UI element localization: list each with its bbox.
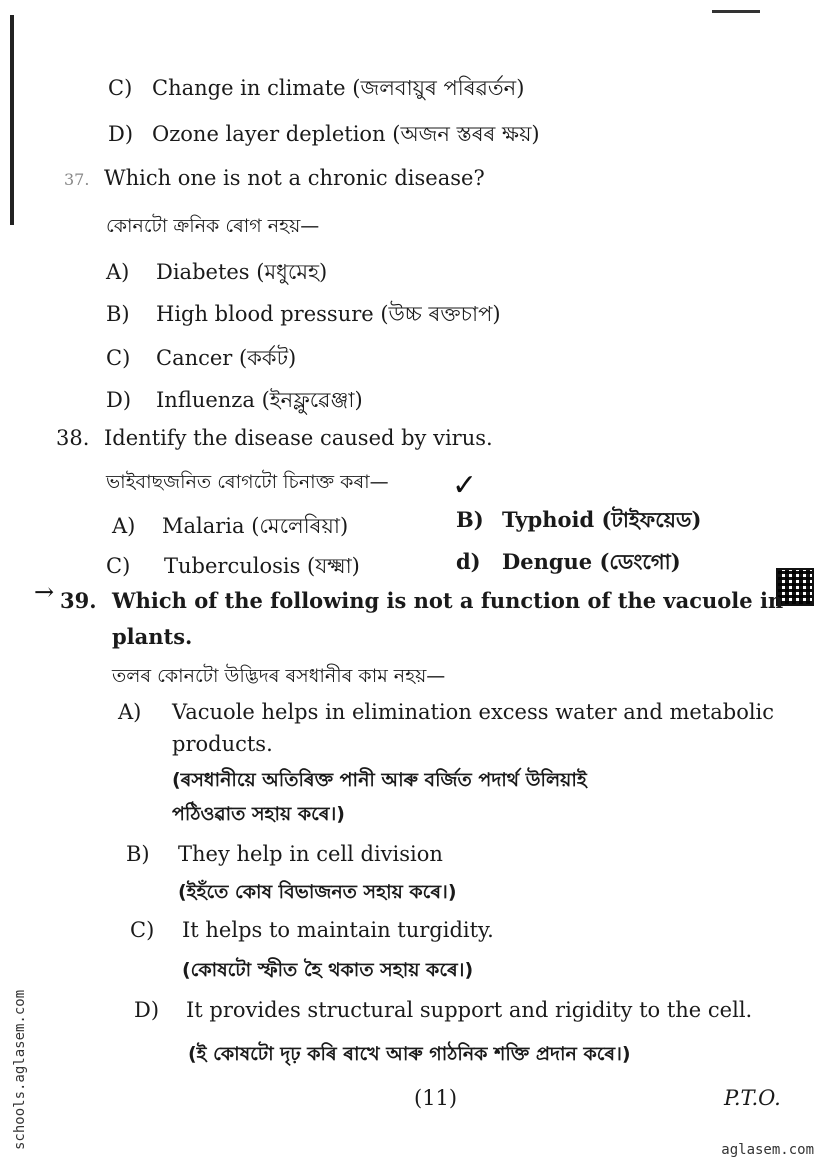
q37-option-a: A) Diabetes (মধুমেহ) (106, 260, 328, 284)
pto-label: P.T.O. (724, 1086, 781, 1110)
q38-option-d: d) Dengue (ডেংগো) (456, 549, 681, 574)
q39-option-d-assamese: (ই কোষটো দৃঢ় কৰি ৰাখে আৰু গাঠনিক শক্তি প্ৰদান কৰে।) (188, 1043, 631, 1065)
bottom-watermark: aglasem.com (721, 1142, 814, 1158)
q39-option-d: D) It provides structural support and rigidity to the cell. (134, 998, 753, 1022)
question-37-assamese: কোনটো ক্ৰনিক ৰোগ নহয়— (106, 215, 320, 237)
scan-edge-bar (10, 15, 14, 225)
q39-option-b-assamese: (ইহঁতে কোষ বিভাজনত সহায় কৰে।) (178, 881, 457, 903)
option-prev-d: D) Ozone layer depletion (অজন স্তৰৰ ক্ষয়) (108, 122, 540, 146)
q39-option-a: A) Vacuole helps in elimination excess water and metabolic (118, 700, 775, 724)
question-37: 37. Which one is not a chronic disease? (64, 166, 485, 190)
question-38-assamese: ভাইবাছজনিত ৰোগটো চিনাক্ত কৰা— (106, 471, 389, 493)
checkmark-icon: ✓ (452, 468, 478, 503)
q39-option-a-assamese-1: (ৰসধানীয়ে অতিৰিক্ত পানী আৰু বৰ্জিত পদাৰ্থ উলিয়াই (172, 769, 587, 791)
question-39: 39. Which of the following is not a function of the vacuole in (60, 588, 784, 613)
side-watermark: schools.aglasem.com (12, 989, 28, 1150)
q39-option-c-assamese: (কোষটো স্ফীত হৈ থকাত সহায় কৰে।) (182, 959, 474, 981)
arrow-mark-icon: → (34, 578, 55, 606)
option-prev-c: C) Change in climate (জলবায়ুৰ পৰিৱৰ্তন) (108, 76, 525, 100)
page-number: (11) (414, 1086, 458, 1110)
q39-option-a-line2: products. (172, 732, 273, 756)
q37-option-b: B) High blood pressure (উচ্চ ৰক্তচাপ) (106, 302, 501, 326)
question-39-line2: plants. (112, 624, 193, 649)
q37-option-d: D) Influenza (ইনফ্লুৱেঞ্জা) (106, 388, 363, 412)
q37-option-c: C) Cancer (কৰ্কট) (106, 346, 297, 370)
question-39-assamese: তলৰ কোনটো উদ্ভিদৰ ৰসধানীৰ কাম নহয়— (112, 665, 446, 687)
question-38: 38. Identify the disease caused by virus. (56, 426, 493, 450)
q39-option-b: B) They help in cell division (126, 842, 443, 866)
q39-option-a-assamese-2: পঠিওৱাত সহায় কৰে।) (172, 803, 345, 825)
q38-option-c: C) Tuberculosis (যক্ষ্মা) (106, 554, 360, 578)
q39-option-c: C) It helps to maintain turgidity. (130, 918, 494, 942)
q38-option-a: A) Malaria (মেলেৰিয়া) (112, 514, 349, 538)
q38-option-b: B) Typhoid (টাইফয়েড) (456, 507, 702, 532)
top-mark (712, 10, 760, 13)
